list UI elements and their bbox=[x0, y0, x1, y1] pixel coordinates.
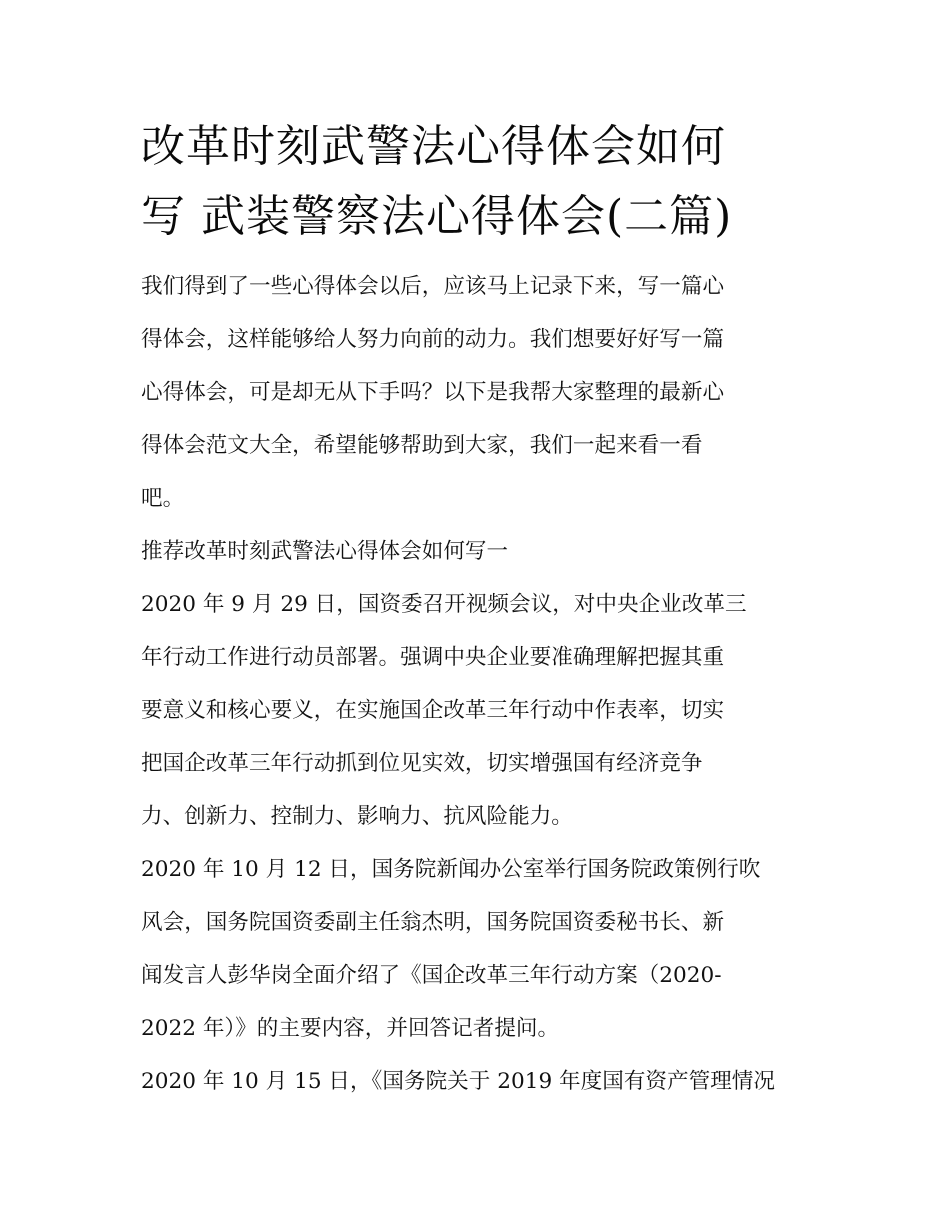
body-line: 2022 年）》的主要内容，并回答记者提问。 bbox=[141, 1016, 560, 1041]
body-line: 风会，国务院国资委副主任翁杰明，国务院国资委秘书长、新 bbox=[141, 910, 725, 935]
document-content bbox=[141, 112, 813, 1108]
body-line: 闻发言人彭华岗全面介绍了《国企改革三年行动方案（2020- bbox=[141, 963, 722, 988]
body-line: 要意义和核心要义，在实施国企改革三年行动中作表率，切实 bbox=[141, 698, 725, 723]
document-title bbox=[141, 112, 813, 252]
title-line-2: 写 武装警察法心得体会(二篇) bbox=[141, 191, 733, 242]
section-heading: 推荐改革时刻武警法心得体会如何写一 bbox=[141, 539, 509, 564]
body-line: 年行动工作进行动员部署。强调中央企业要准确理解把握其重 bbox=[141, 645, 725, 670]
body-line: 力、创新力、控制力、影响力、抗风险能力。 bbox=[141, 804, 573, 829]
body-line: 2020 年 10 月 12 日，国务院新闻办公室举行国务院政策例行吹 bbox=[141, 857, 761, 882]
body-line: 吧。 bbox=[141, 486, 185, 511]
body-line: 得体会范文大全，希望能够帮助到大家，我们一起来看一看 bbox=[141, 433, 703, 458]
body-line: 得体会，这样能够给人努力向前的动力。我们想要好好写一篇 bbox=[141, 327, 725, 352]
body-line: 2020 年 10 月 15 日，《国务院关于 2019 年度国有资产管理情况 bbox=[141, 1069, 775, 1094]
body-line: 2020 年 9 月 29 日，国资委召开视频会议，对中央企业改革三 bbox=[141, 592, 747, 617]
document-body bbox=[141, 260, 813, 1108]
body-line: 我们得到了一些心得体会以后，应该马上记录下来，写一篇心 bbox=[141, 274, 725, 299]
title-line-1: 改革时刻武警法心得体会如何 bbox=[141, 121, 726, 172]
body-line: 把国企改革三年行动抓到位见实效，切实增强国有经济竞争 bbox=[141, 751, 703, 776]
body-line: 心得体会，可是却无从下手吗？以下是我帮大家整理的最新心 bbox=[141, 380, 725, 405]
